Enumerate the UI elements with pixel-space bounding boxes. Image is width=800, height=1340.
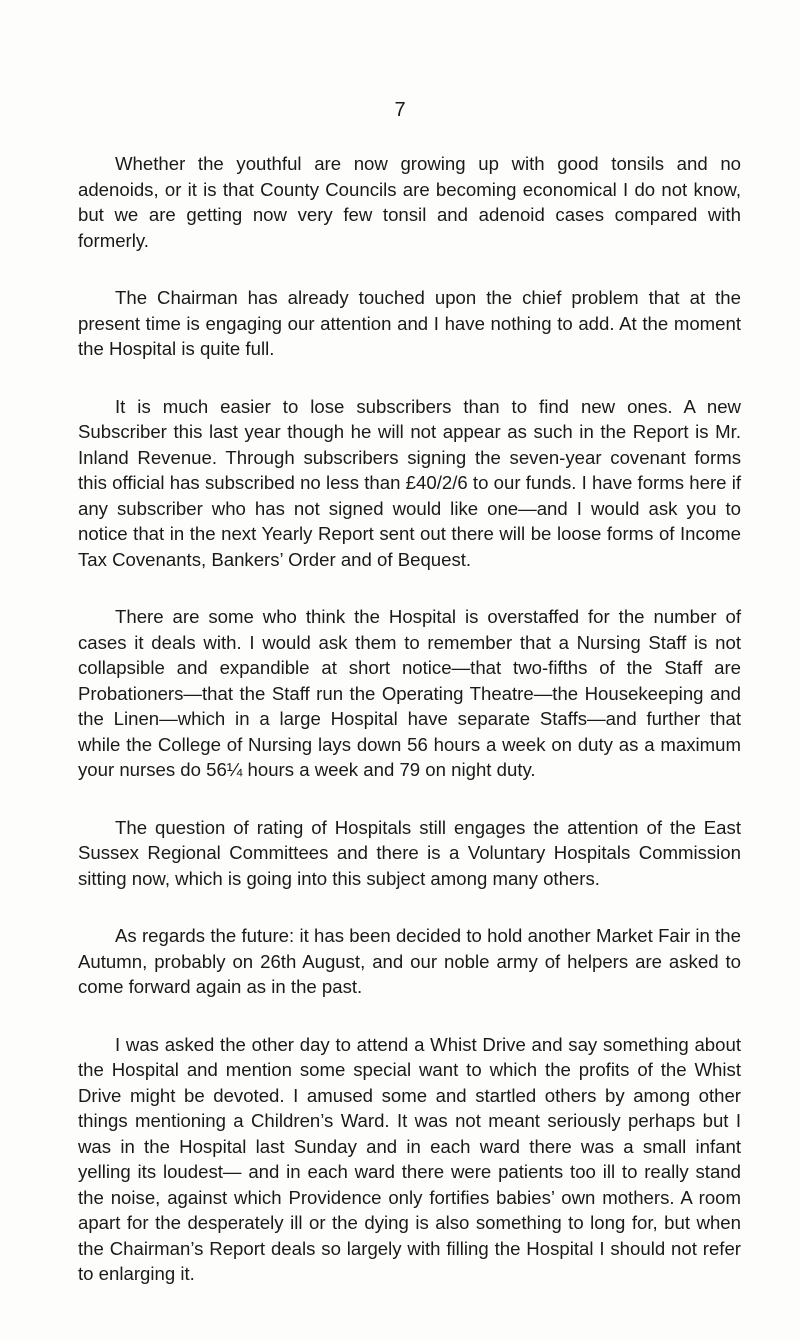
paragraph-whist-drive: I was asked the other day to attend a Whist Drive and say something about the Hospital and mention some special want to which the profits of the Whist Drive might be devoted. I amused some and startled others by among other things mentioning a Children’s Ward. It was not meant seriously perhaps but I was in the Hospital last Sunday and in each ward there was a small infant yelling its loudest— and in each ward there were patients too ill to really stand the noise, against which Providence only fortifies babies’ own mothers. A room apart for the desperately ill or the dying is also something to long for, but when the Chairman’s Report deals so largely with filling the Hospital I should not refer to enlarging it. [78,1033,741,1284]
paragraph-rating-hospitals: The question of rating of Hospitals still engages the attention of the East Sussex Regional Committees and there is a Voluntary Hospitals Commission sitting now, which is going into this subject among many others. [78,816,741,889]
paragraph-chairman-problem: The Chairman has already touched upon the chief problem that at the present time is engaging our attention and I have nothing to add. At the moment the Hospital is quite full. [78,287,741,359]
paragraph-nursing-staff: There are some who think the Hospital is overstaffed for the number of cases it deals with. I would ask them to remember that a Nursing Staff is not collapsible and expandible at short notice—that two-fifths of the Staff are Probationers—that the Staff run the Operating Theatre—the Housekeeping and the Linen—which in a large Hospital have separate Staffs—and further that while the College of Nursing lays down 56 hours a week on duty as a maximum your nurses do 56¼ hours a week and 79 on night duty. [78,606,741,780]
paragraph-tonsils: Whether the youthful are now growing up with good tonsils and no adenoids, or it is that County Councils are becoming economical I do not know, but we are getting now very few tonsil and adenoid cases compared with formerly. [78,153,741,251]
page-number: 7 [394,99,406,121]
paragraph-subscribers: It is much easier to lose subscribers than to find new ones. A new Subscriber this last year though he will not appear as such in the Report is Mr. Inland Revenue. Through subscribers signing the seven-year covenant forms this official has subscribed no less than £40/2/6 to our funds. I have forms here if any subscriber who has not signed would like one—and I would ask you to notice that in the next Yearly Report sent out there will be loose forms of Income Tax Covenants, Bankers’ Order and of Bequest. [78,395,741,570]
paragraph-market-fair: As regards the future: it has been decided to hold another Market Fair in the Autumn, probably on 26th August, and our noble army of helpers are asked to come forward again as in the past. [78,925,741,997]
body-text [78,151,741,1287]
